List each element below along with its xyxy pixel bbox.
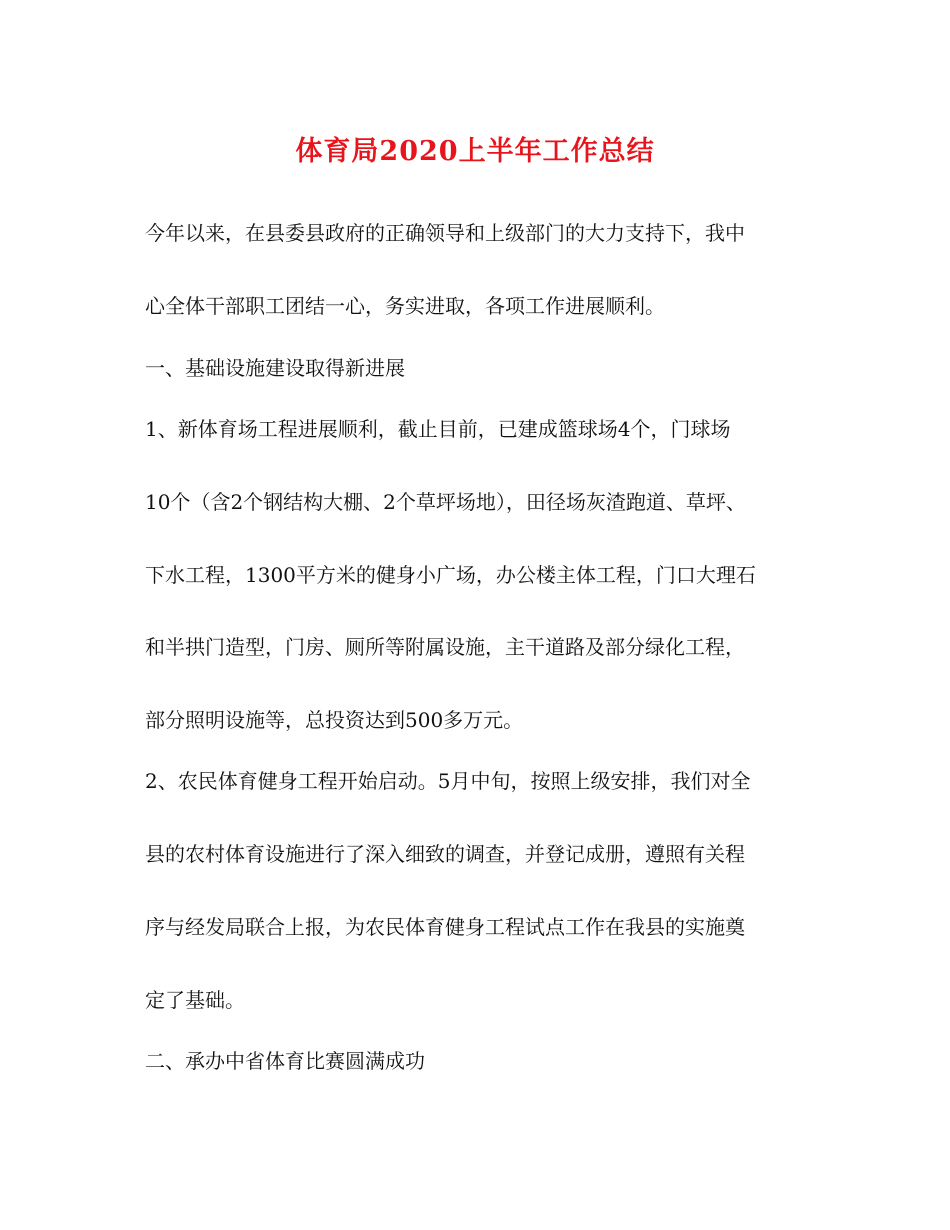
paragraph-line: 部分照明设施等，总投资达到500多万元。: [145, 708, 524, 732]
paragraph-line: 下水工程，1300平方米的健身小广场，办公楼主体工程，门口大理石: [145, 563, 756, 587]
paragraph-line: 县的农村体育设施进行了深入细致的调查，并登记成册，遵照有关程: [145, 842, 745, 866]
section-heading: 二、承办中省体育比赛圆满成功: [145, 1049, 425, 1073]
paragraph-line: 心全体干部职工团结一心，务实进取，各项工作进展顺利。: [145, 294, 665, 318]
paragraph-line: 和半拱门造型，门房、厕所等附属设施，主干道路及部分绿化工程，: [145, 635, 745, 659]
paragraph-line: 10个（含2个钢结构大棚、2个草坪场地），田径场灰渣跑道、草坪、: [145, 490, 746, 514]
document-title: 体育局2020上半年工作总结: [295, 136, 655, 167]
paragraph-line: 序与经发局联合上报，为农民体育健身工程试点工作在我县的实施奠: [145, 915, 745, 939]
paragraph-line: 定了基础。: [145, 988, 245, 1012]
section-heading: 一、基础设施建设取得新进展: [145, 356, 405, 380]
paragraph-line: 今年以来，在县委县政府的正确领导和上级部门的大力支持下，我中: [145, 221, 745, 245]
paragraph-line: 1、新体育场工程进展顺利，截止目前，已建成篮球场4个，门球场: [145, 417, 731, 441]
paragraph-line: 2、农民体育健身工程开始启动。5月中旬，按照上级安排，我们对全: [145, 769, 751, 793]
